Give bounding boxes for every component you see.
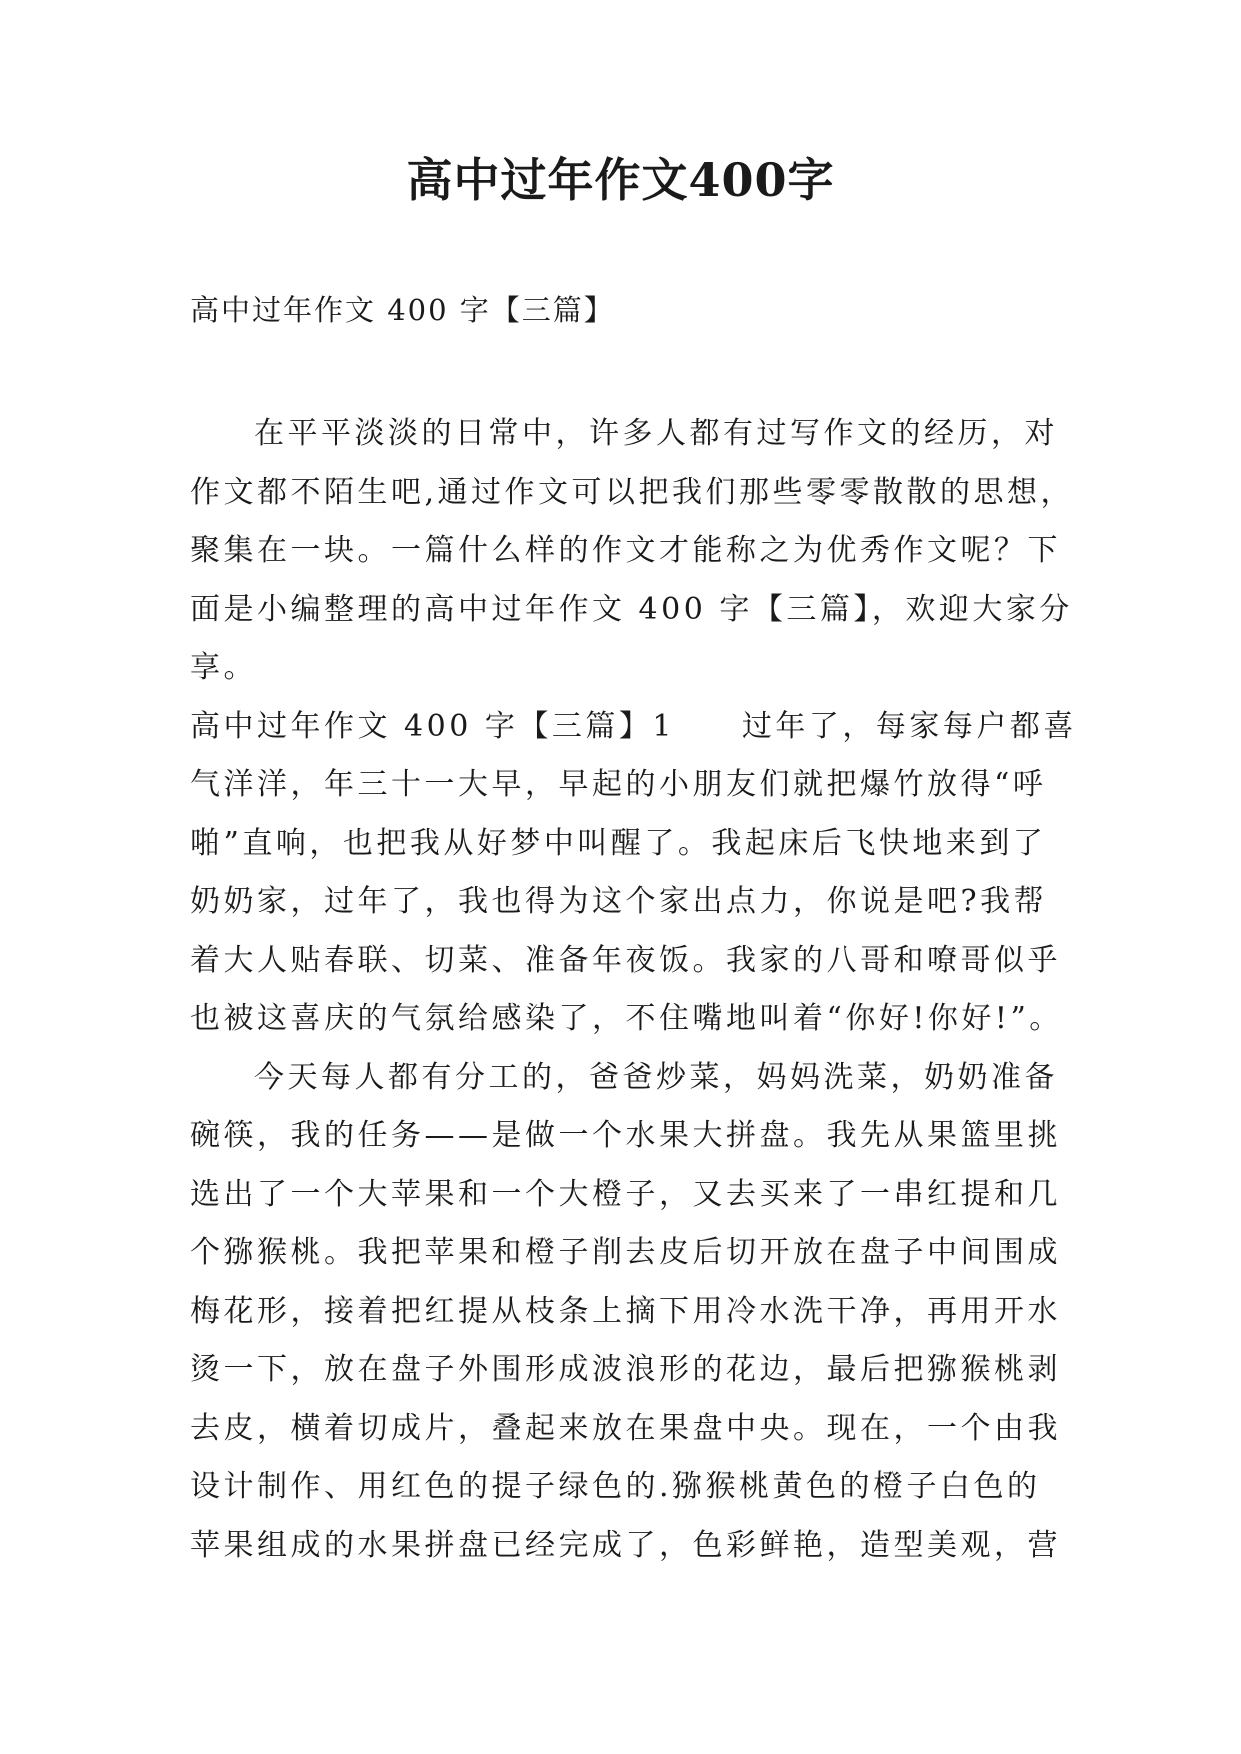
body-line: 作文都不陌生吧,通过作文可以把我们那些零零散散的思想， — [190, 474, 1075, 510]
body-line: 高中过年作文 400 字【三篇】1 过年了，每家每户都喜 — [190, 708, 1077, 744]
body-line: 碗筷，我的任务——是做一个水果大拼盘。我先从果篮里挑 — [190, 1118, 1061, 1153]
document-title: 高中过年作文400字 — [406, 153, 835, 207]
body-line: 享。 — [190, 650, 257, 685]
body-line: 设计制作、用红色的提子绿色的.猕猴桃黄色的橙子白色的 — [190, 1469, 1041, 1504]
body-line: 聚集在一块。一篇什么样的作文才能称之为优秀作文呢？下 — [190, 533, 1061, 568]
body-line: 着大人贴春联、切菜、准备年夜饭。我家的八哥和嘹哥似乎 — [190, 942, 1061, 978]
body-line: 去皮，横着切成片，叠起来放在果盘中央。现在，一个由我 — [190, 1410, 1061, 1446]
body-line: 个猕猴桃。我把苹果和橙子削去皮后切开放在盘子中间围成 — [190, 1235, 1061, 1270]
body-line: 梅花形，接着把红提从枝条上摘下用冷水洗干净，再用开水 — [190, 1293, 1061, 1329]
body-line: 今天每人都有分工的，爸爸炒菜，妈妈洗菜，奶奶准备 — [254, 1059, 1058, 1095]
body-line: 烫一下，放在盘子外围形成波浪形的花边，最后把猕猴桃剥 — [190, 1352, 1061, 1387]
body-line: 也被这喜庆的气氛给感染了，不住嘴地叫着“你好!你好!”。 — [190, 1001, 1063, 1036]
body-line: 面是小编整理的高中过年作文 400 字【三篇】，欢迎大家分 — [190, 591, 1073, 627]
body-line: 在平平淡淡的日常中，许多人都有过写作文的经历，对 — [254, 416, 1058, 451]
body-line: 苹果组成的水果拼盘已经完成了，色彩鲜艳，造型美观，营 — [190, 1527, 1061, 1563]
body-line: 选出了一个大苹果和一个大橙子，又去买来了一串红提和几 — [190, 1176, 1061, 1212]
body-line: 啪”直响，也把我从好梦中叫醒了。我起床后飞快地来到了 — [190, 825, 1047, 861]
body-line: 奶奶家，过年了，我也得为这个家出点力，你说是吧?我帮 — [190, 884, 1048, 919]
document-subtitle: 高中过年作文 400 字【三篇】 — [190, 293, 615, 327]
body-line: 气洋洋，年三十一大早，早起的小朋友们就把爆竹放得“呼 — [190, 767, 1047, 802]
document-body — [190, 405, 1077, 1575]
